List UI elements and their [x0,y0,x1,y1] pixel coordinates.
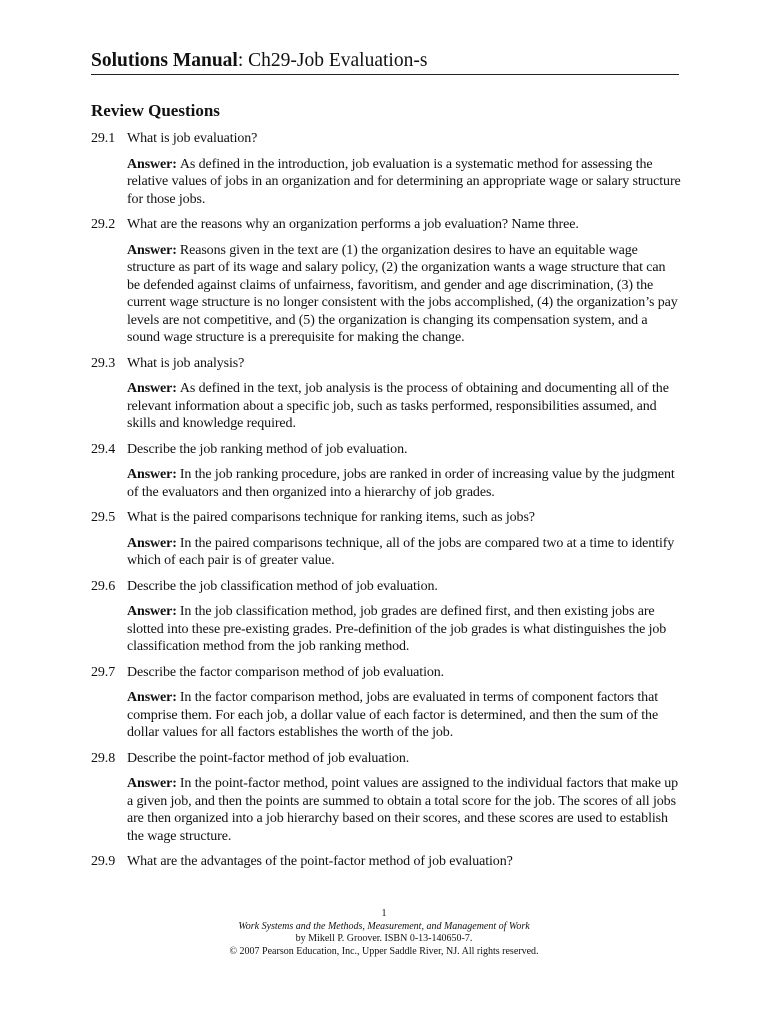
question-number: 29.9 [91,854,116,869]
book-title: Work Systems and the Methods, Measurement, and Management of Work [238,920,530,932]
question-number: 29.3 [91,355,116,371]
question-number: 29.8 [91,750,116,766]
answer-text: In the job ranking procedure, jobs are ranked in order of increasing value by the judgment of the evaluators and then organized into a hierarchy of job grades. [127,467,675,500]
question-number: 29.5 [91,510,116,525]
answer-label: Answer: [127,242,177,258]
answer [127,466,681,501]
question [91,355,681,373]
qa-item [91,130,681,208]
question [91,664,681,682]
question-text: What is the paired comparisons technique for ranking items, such as jobs? [127,510,535,525]
header-chapter: : Ch29-Job Evaluation-s [237,50,428,71]
answer [127,380,681,433]
question-text: Describe the point-factor method of job evaluation. [127,750,410,766]
question [91,578,681,596]
answer-text: As defined in the text, job analysis is the process of obtaining and documenting all of the relevant information about a specific job, such as tasks performed, responsibilities assumed, and skills and knowledge required. [127,381,669,431]
answer [127,603,681,656]
answer-text: Reasons given in the text are (1) the organization desires to have an equitable wage structure as part of its wage and salary policy, (2) the organization wants a wage structure that can be defended against claims of unfairness, favoritism, and gender and age discrimination, (3) the current wage structure is no longer consistent with the jobs accomplished, (4) the organization’s pay levels are not competitive, and (5) the organization is changing its compensation system, and a sound wage structure is a prerequisite for making the change. [127,242,678,345]
qa-item [91,750,681,846]
question-number: 29.7 [91,664,116,680]
answer [127,535,681,570]
page-header [91,50,679,75]
answer-label: Answer: [127,604,177,619]
section-title: Review Questions [91,101,220,120]
question [91,853,681,871]
author-line: by Mikell P. Groover. ISBN 0-13-140650-7. [295,933,473,944]
qa-item [91,355,681,433]
answer [127,156,681,209]
question [91,216,681,234]
answer-text: In the factor comparison method, jobs are evaluated in terms of component factors that comprise them. For each job, a dollar value of each factor is determined, and then the sum of the dollar values for all factors establishes the worth of the job. [127,690,659,740]
answer-text: As defined in the introduction, job evaluation is a systematic method for assessing the relative values of jobs in an organization and for determining an appropriate wage or salary structure for those jobs. [127,156,681,207]
question-text: Describe the job ranking method of job evaluation. [127,441,408,457]
answer [127,775,681,845]
header-manual-title: Solutions Manual [91,50,238,71]
answer-label: Answer: [127,467,177,482]
question-text: What are the advantages of the point-factor method of job evaluation? [127,854,513,869]
copyright-line: © 2007 Pearson Education, Inc., Upper Saddle River, NJ. All rights reserved. [229,945,539,957]
page-footer [0,908,768,958]
qa-item [91,216,681,347]
answer-text: In the job classification method, job grades are defined first, and then existing jobs are slotted into these pre-existing grades. Pre-definition of the job grades is what distinguishes the job classification method from the job ranking method. [127,604,667,654]
answer-label: Answer: [127,156,177,172]
question-text: What are the reasons why an organization performs a job evaluation? Name three. [127,217,579,232]
answer-label: Answer: [127,535,177,551]
question-text: What is job analysis? [127,355,245,371]
answer [127,242,681,347]
question-number: 29.1 [91,131,116,146]
qa-list [91,130,681,879]
question-text: Describe the factor comparison method of job evaluation. [127,664,445,680]
question-text: What is job evaluation? [127,131,258,146]
page-number: 1 [381,908,387,919]
qa-item [91,853,681,871]
qa-item [91,578,681,656]
question-text: Describe the job classification method of job evaluation. [127,578,438,594]
answer-label: Answer: [127,776,177,791]
question [91,509,681,527]
qa-item [91,441,681,502]
question-number: 29.2 [91,217,116,232]
answer-text: In the point-factor method, point values are assigned to the individual factors that make up a given job, and then the points are summed to obtain a total score for the job. The scores of all jobs are then organized into a job hierarchy based on their scores, and these scores are used to establish the wage structure. [127,776,679,844]
answer-label: Answer: [127,690,177,705]
question-number: 29.4 [91,441,116,457]
answer-label: Answer: [127,381,177,396]
qa-item [91,509,681,570]
answer-text: In the paired comparisons technique, all of the jobs are compared two at a time to identify which of each pair is of greater value. [127,535,675,568]
question [91,750,681,768]
question [91,441,681,459]
question [91,130,681,148]
qa-item [91,664,681,742]
answer [127,689,681,742]
question-number: 29.6 [91,578,116,594]
